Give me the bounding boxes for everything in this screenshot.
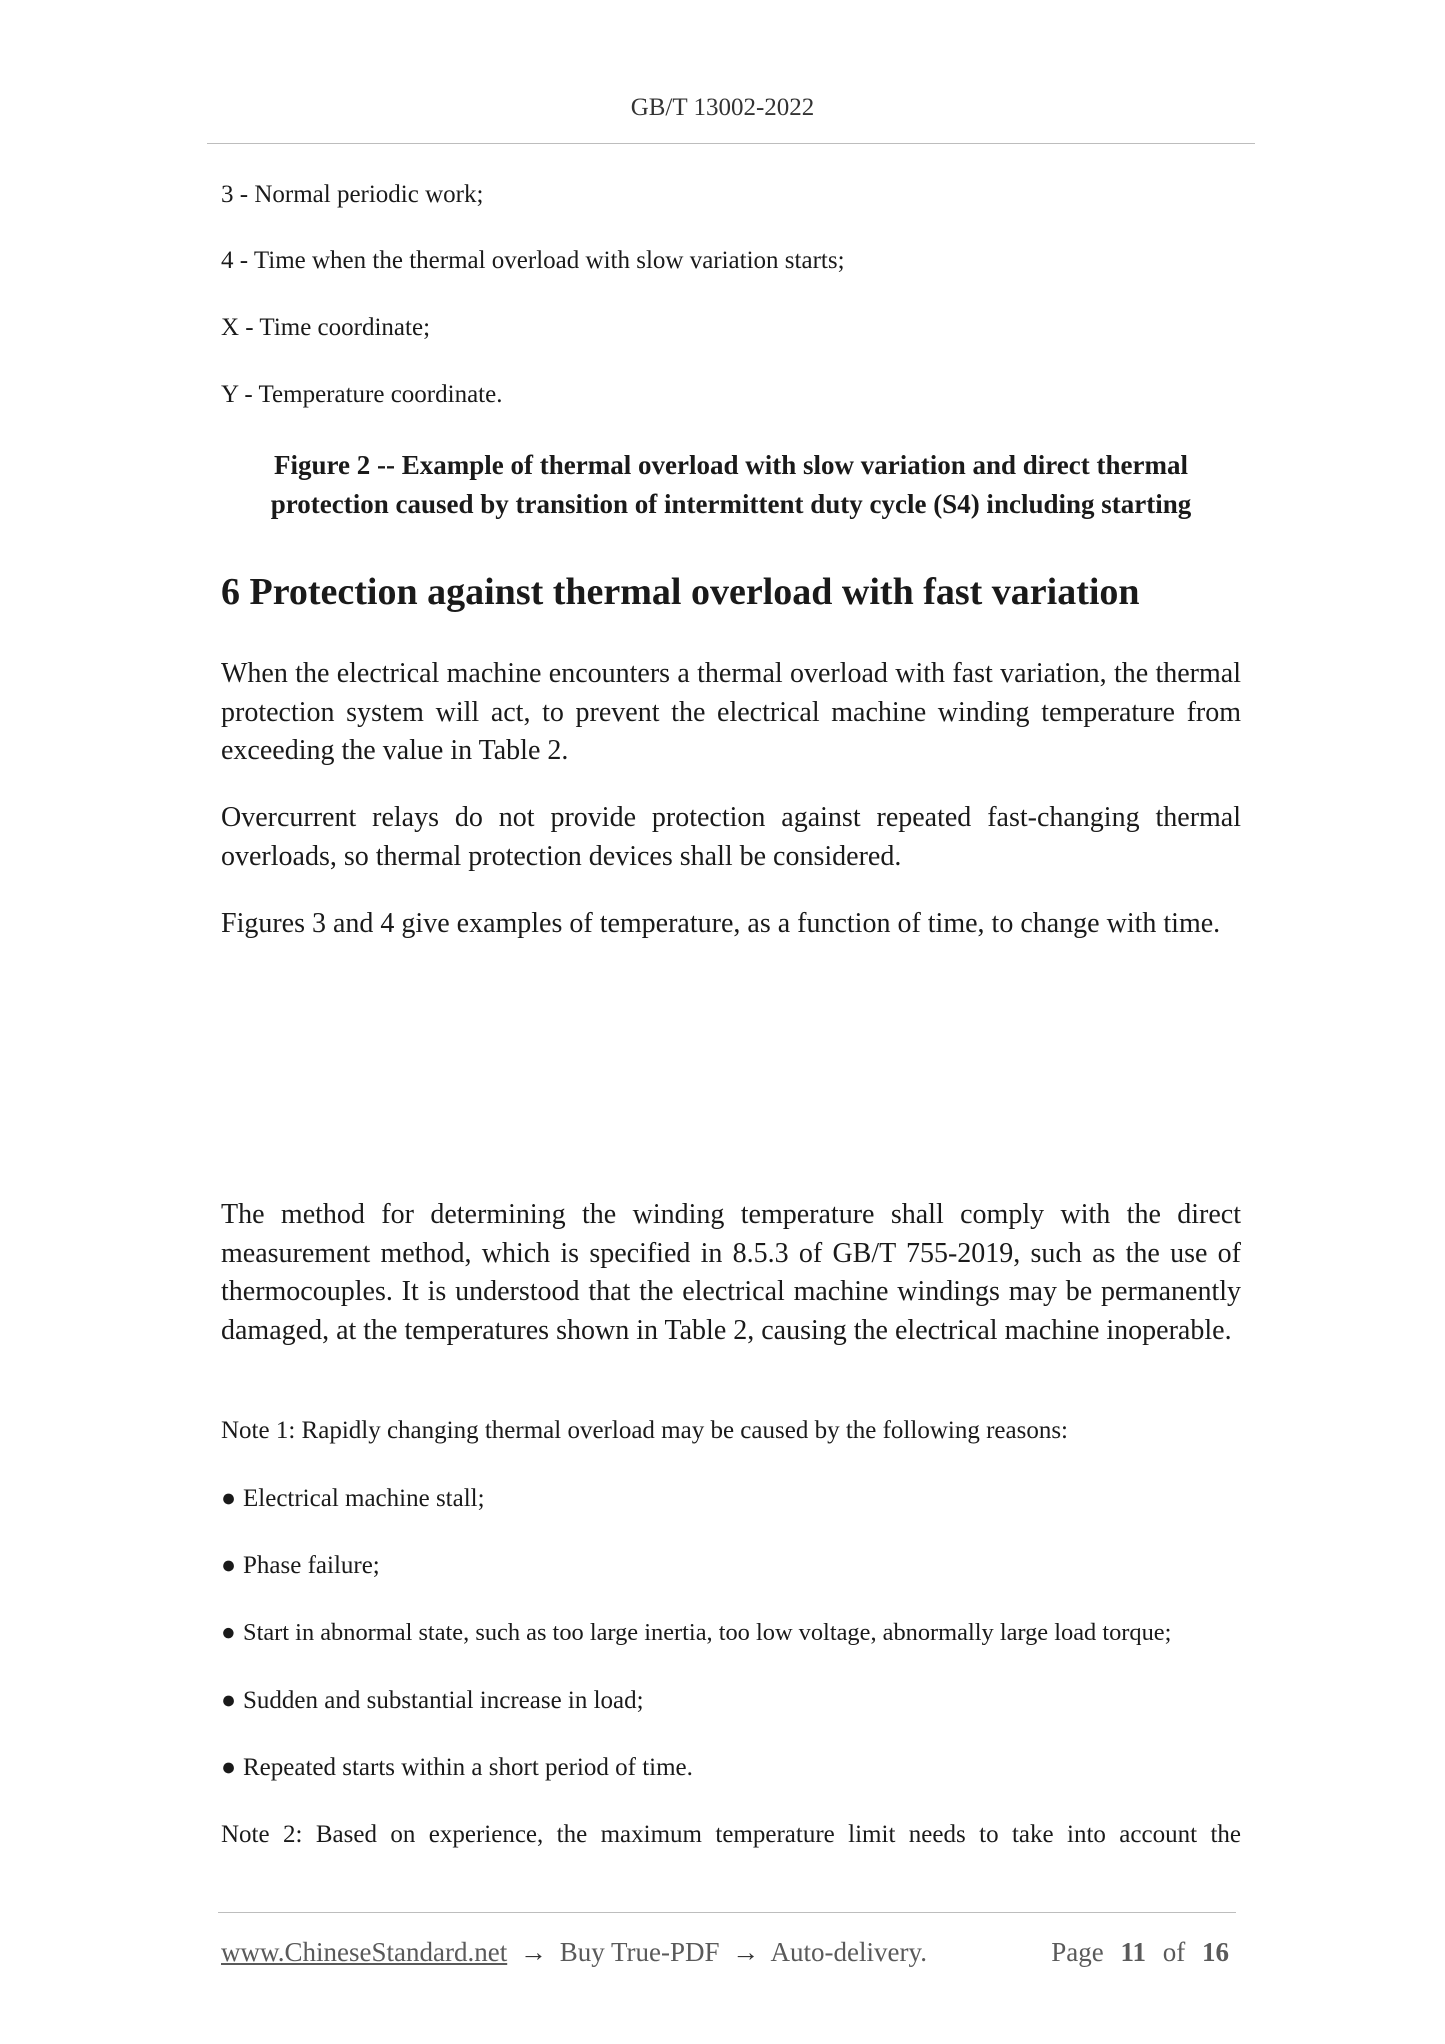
legend-item: 3 - Normal periodic work; — [221, 181, 484, 208]
section-heading: 6 Protection against thermal overload with fast variation — [221, 571, 1140, 613]
header-divider — [207, 143, 1255, 144]
body-paragraph: When the electrical machine encounters a thermal overload with fast variation, the thermal protection system will act, to prevent the electrical machine winding temperature from exceeding the value in Table 2. — [221, 658, 1241, 766]
body-paragraph: The method for determining the winding temperature shall comply with the direct measurement method, which is specified in 8.5.3 of GB/T 755-2019, such as the use of thermocouples. It is understood that the electrical machine windings may be permanently damaged, at the temperatures shown in Table 2, causing the electrical machine inoperable. — [221, 1199, 1241, 1346]
bullet-icon: ● — [221, 1687, 237, 1714]
footer-divider — [218, 1912, 1236, 1913]
list-item-text: Repeated starts within a short period of time. — [243, 1754, 693, 1781]
page-current: 11 — [1120, 1937, 1146, 1967]
list-item-text: Electrical machine stall; — [243, 1485, 485, 1512]
page-indicator — [1051, 1935, 1229, 1969]
note-2: Note 2: Based on experience, the maximum temperature limit needs to take into account the — [221, 1821, 1241, 1848]
arrow-right-icon: → — [732, 1937, 760, 1967]
bullet-icon: ● — [221, 1619, 236, 1646]
arrow-right-icon: → — [519, 1937, 547, 1967]
body-paragraph: Figures 3 and 4 give examples of temperature, as a function of time, to change with time. — [221, 908, 1221, 939]
legend-item: X - Time coordinate; — [221, 314, 431, 341]
list-item — [221, 1753, 693, 1783]
figure-caption — [221, 446, 1241, 524]
figure-caption-line: protection caused by transition of intermittent duty cycle (S4) including starting — [270, 489, 1192, 519]
bullet-icon: ● — [221, 1485, 237, 1512]
list-item — [221, 1484, 485, 1514]
note-1: Note 1: Rapidly changing thermal overload may be caused by the following reasons: — [221, 1417, 1068, 1444]
page-label: Page — [1051, 1937, 1104, 1967]
figure-caption-line: Figure 2 -- Example of thermal overload with slow variation and direct thermal — [274, 450, 1188, 480]
list-item-text: Sudden and substantial increase in load; — [243, 1687, 644, 1714]
website-link[interactable]: www.ChineseStandard.net — [221, 1937, 508, 1967]
list-item-text: Start in abnormal state, such as too large inertia, too low voltage, abnormally large load torque; — [243, 1619, 1172, 1646]
page-total: 16 — [1202, 1937, 1229, 1967]
list-item — [221, 1551, 380, 1581]
footer-promo — [221, 1935, 927, 1969]
bullet-icon: ● — [221, 1552, 237, 1579]
document-header: GB/T 13002-2022 — [630, 94, 815, 121]
delivery-text: Auto-delivery. — [770, 1937, 927, 1967]
page-of: of — [1162, 1937, 1186, 1967]
legend-item: 4 - Time when the thermal overload with slow variation starts; — [221, 247, 845, 274]
body-paragraph: Overcurrent relays do not provide protection against repeated fast-changing thermal overloads, so thermal protection devices shall be considered. — [221, 802, 1241, 872]
list-item — [221, 1686, 644, 1716]
bullet-icon: ● — [221, 1754, 237, 1781]
legend-item: Y - Temperature coordinate. — [221, 381, 503, 408]
list-item — [221, 1618, 1171, 1648]
buy-text: Buy True-PDF — [559, 1937, 720, 1967]
list-item-text: Phase failure; — [243, 1552, 380, 1579]
